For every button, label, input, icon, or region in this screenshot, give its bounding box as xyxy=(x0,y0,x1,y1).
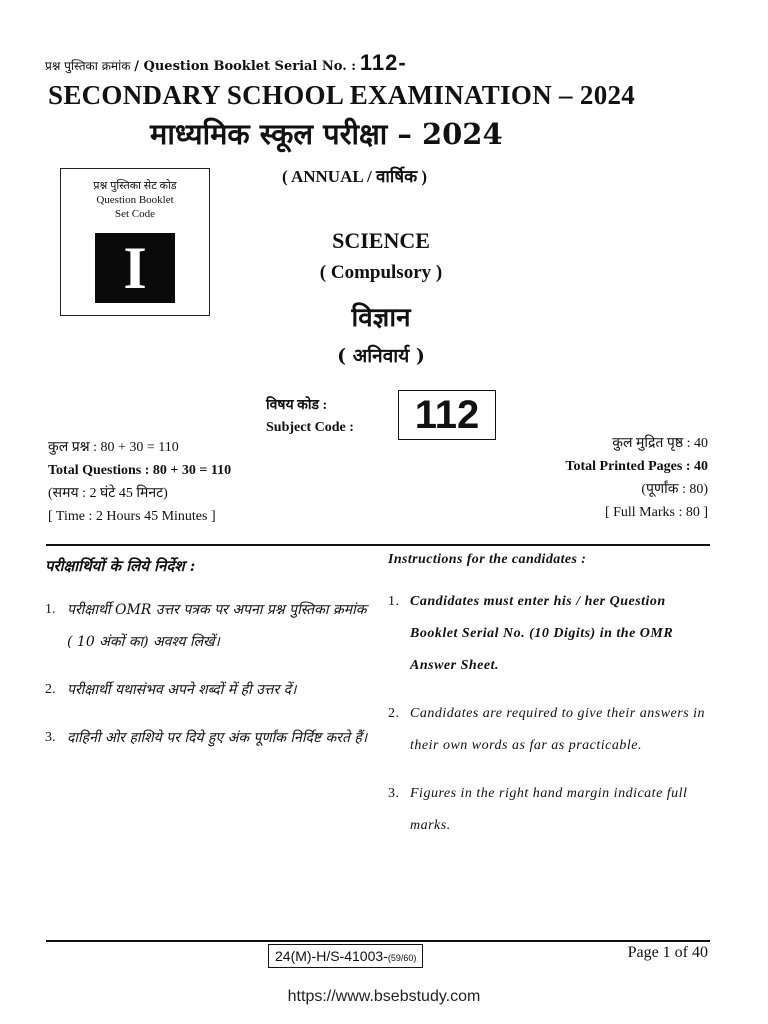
set-code-label-hi: प्रश्न पुस्तिका सेट कोड xyxy=(93,180,177,192)
total-questions-hi: कुल प्रश्न : 80 + 30 = 110 xyxy=(48,440,179,455)
instruction-text: Candidates must enter his / her Question Booklet Serial No. (10 Digits) in the OMR Answer Sheet. xyxy=(410,594,674,673)
instruction-text: Candidates are required to give their answers in their own words as far as practicable. xyxy=(410,706,706,753)
full-marks-en: [ Full Marks : 80 ] xyxy=(604,505,708,520)
instruction-number: 1. xyxy=(45,602,56,617)
instruction-item xyxy=(45,674,375,706)
instruction-number: 2. xyxy=(388,706,400,721)
divider-bottom xyxy=(46,940,710,942)
exam-type: ( ANNUAL / वार्षिक ) xyxy=(282,167,428,186)
instruction-number: 1. xyxy=(388,594,400,609)
instructions-heading-en: Instructions for the candidates : xyxy=(388,552,587,567)
subject-type-en: ( Compulsory ) xyxy=(319,262,443,283)
booklet-code-main: 24(M)-H/S-41003- xyxy=(275,948,388,964)
page-number: Page 1 of 40 xyxy=(627,944,708,961)
printed-pages-en: Total Printed Pages : 40 xyxy=(565,459,708,474)
subject-code-label xyxy=(266,395,354,439)
instructions-heading-hi: परीक्षार्थियों के लिये निर्देश : xyxy=(45,557,196,575)
subject-code-label-en: Subject Code : xyxy=(266,420,354,435)
instruction-number: 3. xyxy=(45,730,56,745)
set-code-label-en-1: Question Booklet xyxy=(96,194,174,206)
instruction-number: 3. xyxy=(388,786,400,801)
exam-title-hi: माध्यमिक स्कूल परीक्षा – 2024 xyxy=(150,117,503,151)
serial-number: 112- xyxy=(359,50,407,75)
time-hi: (समय : 2 घंटे 45 मिनट) xyxy=(48,486,168,501)
instruction-item xyxy=(388,698,708,762)
instruction-item xyxy=(388,586,708,682)
exam-title-en: SECONDARY SCHOOL EXAMINATION – 2024 xyxy=(48,80,636,110)
serial-line xyxy=(45,50,407,76)
full-marks-hi: (पूर्णांक : 80) xyxy=(641,482,708,497)
instruction-text: परीक्षार्थी यथासंभव अपने शब्दों में ही उत्तर दें। xyxy=(67,682,297,698)
booklet-code xyxy=(268,944,423,968)
serial-label-hi: प्रश्न पुस्तिका क्रमांक xyxy=(45,59,131,73)
time-en: [ Time : 2 Hours 45 Minutes ] xyxy=(48,509,216,524)
info-right xyxy=(565,432,708,524)
website-link[interactable]: https://www.bsebstudy.com xyxy=(287,988,481,1005)
instructions-en xyxy=(388,552,708,858)
subject-code-label-hi: विषय कोड : xyxy=(266,398,328,413)
instructions-hi xyxy=(45,556,375,770)
total-questions-en: Total Questions : 80 + 30 = 110 xyxy=(48,463,232,478)
subject-type-hi: ( अनिवार्य ) xyxy=(337,345,425,367)
instruction-item xyxy=(45,594,375,658)
set-code-box xyxy=(60,168,210,316)
serial-label-en: / Question Booklet Serial No. : xyxy=(134,59,357,74)
set-code-label-en-2: Set Code xyxy=(114,208,156,220)
instruction-text: परीक्षार्थी OMR उत्तर पत्रक पर अपना प्रश्न पुस्तिका क्रमांक ( 10 अंकों का) अवश्य लिखें। xyxy=(67,602,367,650)
instruction-text: दाहिनी ओर हाशिये पर दिये हुए अंक पूर्णांक निर्दिष्ट करते हैं। xyxy=(67,730,368,746)
instruction-item xyxy=(45,722,375,754)
divider-top xyxy=(46,544,710,546)
info-left xyxy=(48,436,231,528)
instruction-number: 2. xyxy=(45,682,56,697)
subject-name-hi: विज्ञान xyxy=(351,303,411,333)
set-code-value: I xyxy=(95,233,175,303)
booklet-code-small: (59/60) xyxy=(387,953,417,963)
instruction-text: Figures in the right hand margin indicate full marks. xyxy=(410,786,688,833)
printed-pages-hi: कुल मुद्रित पृष्ठ : 40 xyxy=(612,436,708,451)
subject-name-en: SCIENCE xyxy=(332,228,430,253)
instruction-item xyxy=(388,778,708,842)
subject-code-value: 112 xyxy=(398,390,496,440)
